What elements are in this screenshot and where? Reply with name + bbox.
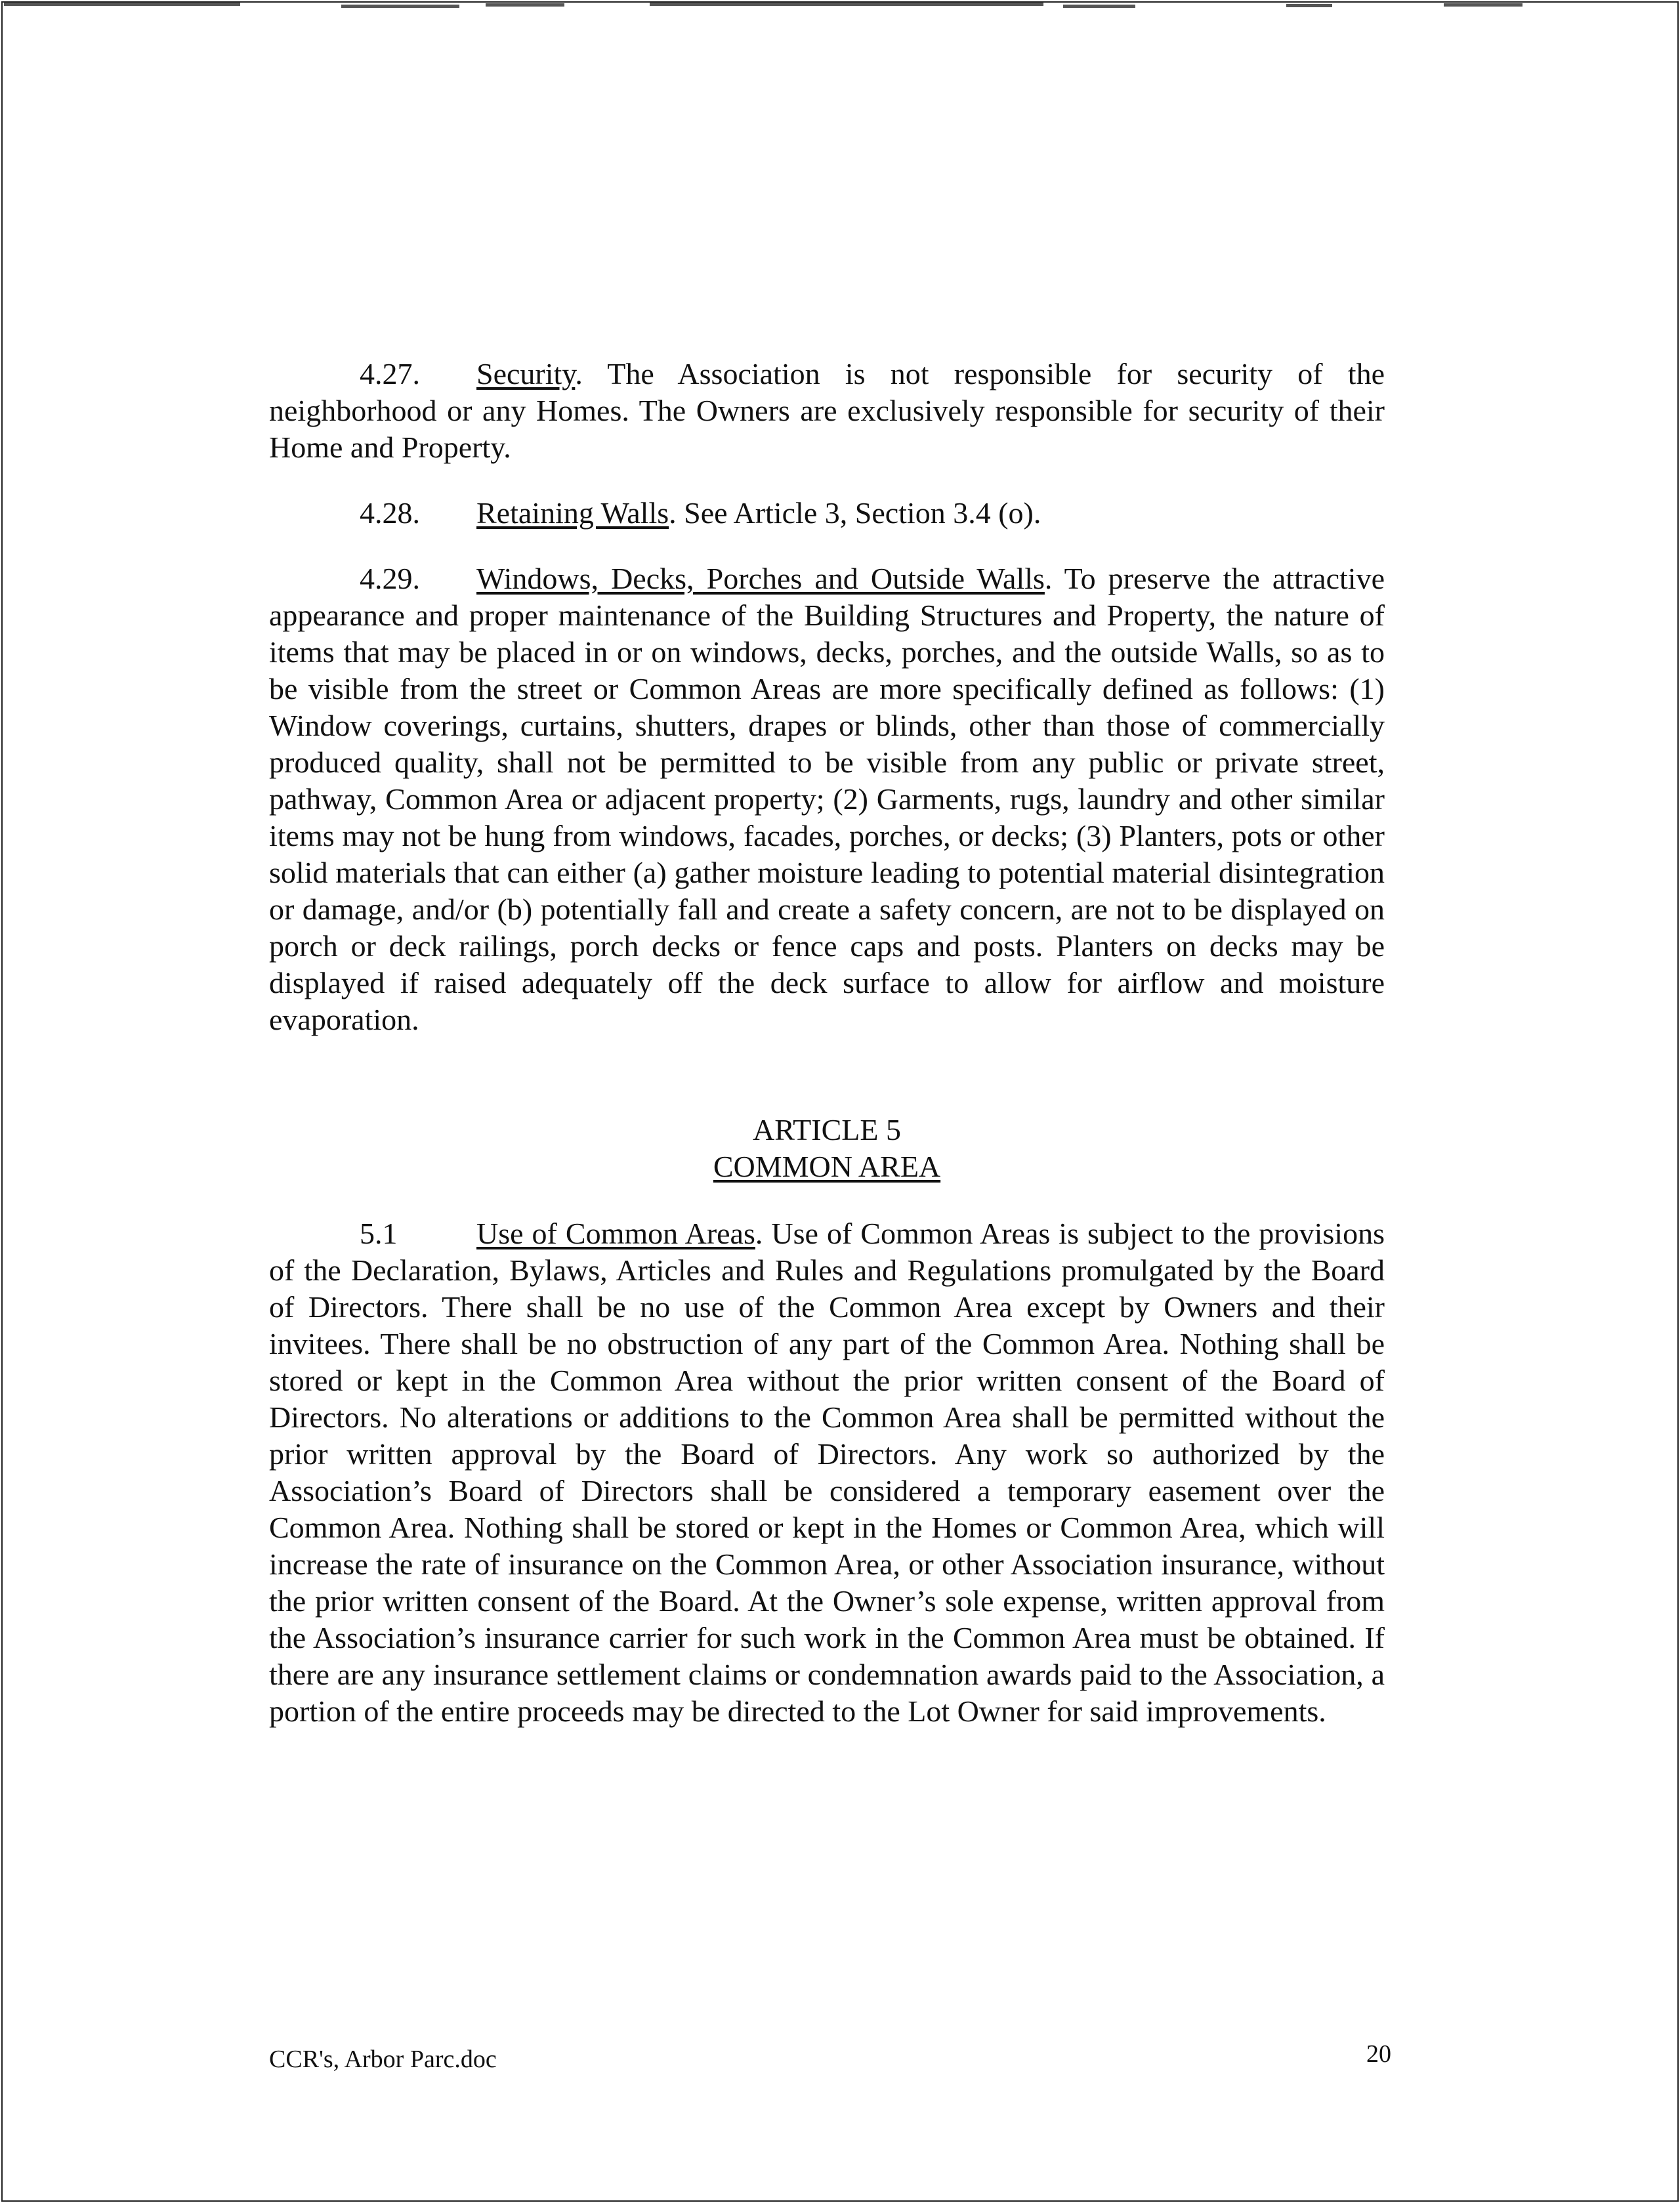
section-heading: Use of Common Areas [476, 1217, 755, 1250]
page-number: 20 [1366, 2040, 1391, 2068]
section-number: 4.28. [360, 496, 420, 530]
article-title: COMMON AREA [713, 1150, 941, 1183]
footer-filename: CCR's, Arbor Parc.doc [269, 2046, 497, 2073]
section-text: . See Article 3, Section 3.4 (o). [669, 496, 1041, 530]
section-number: 4.29. [360, 562, 420, 595]
section-heading: Security [476, 357, 576, 390]
section-text: . Use of Common Areas is subject to the provisions of the Declaration, Bylaws, Articles and Rules and Regulations promulgated by the Board of Directors. There shall be no use of the Common Area except by Owners and their invitees. There shall be no obstruction of any part of the Common Area. Nothing shall be stored or kept in the Common Area without the prior written consent of the Board of Directors. No alterations or additions to the Common Area shall be permitted without the prior written approval by the Board of Directors. Any work so authorized by the Association’s Board of Directors shall be considered a temporary easement over the Common Area. Nothing shall be stored or kept in the Homes or Common Area, which will increase the rate of insurance on the Common Area, or other Association insurance, without the prior written consent of the Board. At the Owner’s sole expense, written approval from the Association’s insurance carrier for such work in the Common Area must be obtained. If there are any insurance settlement claims or condemnation awards paid to the Association, a portion of the entire proceeds may be directed to the Lot Owner for said improvements. [269, 1217, 1385, 1728]
section-number: 5.1 [360, 1217, 398, 1250]
scan-artifact-strip [0, 0, 1680, 14]
document-body [269, 356, 1385, 1759]
section-number: 4.27. [360, 357, 420, 390]
section-heading: Windows, Decks, Porches and Outside Walls [476, 562, 1045, 595]
section-5-1 [269, 1215, 1385, 1730]
article-heading [269, 1112, 1385, 1185]
section-text: . The Association is not responsible for security of the neighborhood or any Homes. The Owners are exclusively responsible for security of their Home and Property. [269, 357, 1385, 464]
article-label: ARTICLE 5 [753, 1113, 901, 1146]
section-4-27 [269, 356, 1385, 466]
section-4-29 [269, 560, 1385, 1038]
section-heading: Retaining Walls [476, 496, 669, 530]
section-4-28 [269, 495, 1385, 532]
section-text: . To preserve the attractive appearance and proper maintenance of the Building Structures and Property, the nature of items that may be placed in or on windows, decks, porches, and the outside Walls, so as to be visible from the street or Common Areas are more specifically defined as follows: (1) Window coverings, curtains, shutters, drapes or blinds, other than those of commercially produced quality, shall not be permitted to be visible from any public or private street, pathway, Common Area or adjacent property; (2) Garments, rugs, laundry and other similar items may not be hung from windows, facades, porches, or decks; (3) Planters, pots or other solid materials that can either (a) gather moisture leading to potential material disintegration or damage, and/or (b) potentially fall and create a safety concern, are not to be displayed on porch or deck railings, porch decks or fence caps and posts. Planters on decks may be displayed if raised adequately off the deck surface to allow for airflow and moisture evaporation. [269, 562, 1385, 1036]
